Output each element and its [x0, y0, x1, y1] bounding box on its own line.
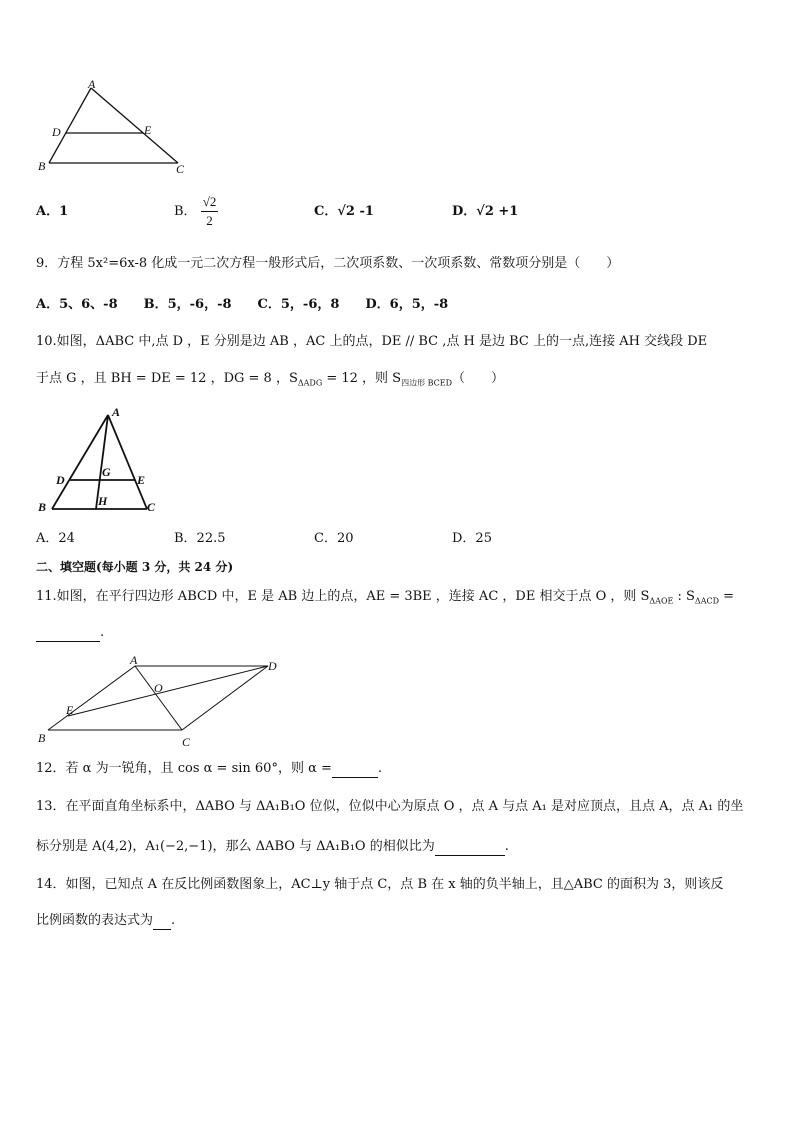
q8-option-c[interactable]: C．√2 -1	[314, 204, 374, 219]
q13-answer-blank[interactable]	[435, 842, 505, 856]
q11-sub-aoe: ΔAOE	[649, 596, 674, 606]
q11-colon: : S	[673, 589, 695, 604]
label-b: B	[38, 731, 46, 745]
q14-line2	[36, 912, 175, 930]
q10-stem-line2	[36, 370, 504, 393]
label-a: A	[112, 405, 121, 419]
q12-stem-text: 12．若 α 为一锐角，且 cos α = sin 60°，则 α =	[36, 761, 332, 776]
label-h: H	[98, 494, 108, 508]
label-b: B	[38, 500, 47, 514]
q11-stem	[36, 588, 734, 611]
q10-sub-adg: ΔADG	[297, 378, 323, 388]
q14-end: .	[171, 913, 176, 928]
q10-stem-end: （ ）	[452, 371, 505, 386]
q8-option-b[interactable]	[174, 193, 218, 230]
q11-stem-text: 11.如图，在平行四边形 ABCD 中，E 是 AB 边上的点，AE = 3BE ，连接 AC ，DE 相交于点 O ，则 S	[36, 589, 650, 604]
label-a: A	[88, 77, 96, 91]
label-b: B	[38, 159, 46, 173]
label-g: G	[102, 465, 111, 479]
parallelogram-figure-q11	[30, 652, 290, 752]
label-c: C	[176, 162, 185, 176]
q12-stem	[36, 760, 382, 778]
fraction-denominator: 2	[206, 213, 213, 228]
q11-end: .	[100, 625, 105, 640]
q8-option-b-fraction	[201, 193, 219, 230]
label-c: C	[182, 735, 191, 749]
label-a: A	[130, 653, 138, 667]
q8-option-d[interactable]: D．√2 +1	[452, 204, 519, 219]
q8-option-b-prefix: B．	[174, 204, 197, 219]
q10-stem-mid: = 12 ，则 S	[322, 371, 402, 386]
q11-answer-line	[36, 624, 104, 642]
q9-stem: 9．方程 5x²=6x-8 化成一元二次方程一般形式后，二次项系数、一次项系数、常数项分别是（ ）	[36, 256, 620, 271]
triangle-figure-q10	[30, 402, 170, 514]
label-d: D	[268, 659, 277, 673]
q11-eq: =	[719, 589, 735, 604]
q13-end: .	[504, 839, 509, 854]
triangle-figure-q8	[30, 76, 200, 180]
q10-sub-bced: 四边形 BCED	[401, 378, 453, 388]
q12-answer-blank[interactable]	[332, 764, 378, 778]
section-title: 二、填空题(每小题 3 分，共 24 分)	[36, 560, 234, 574]
label-d: D	[56, 473, 65, 487]
label-d: D	[52, 125, 61, 139]
q10-stem-text: 于点 G ，且 BH = DE = 12 ，DG = 8 ，S	[36, 371, 298, 386]
q9-options[interactable]: A．5、6、-8 B．5，-6，-8 C．5，-6，8 D．6，5，-8	[36, 297, 449, 312]
label-e: E	[144, 123, 152, 137]
label-e: E	[66, 703, 74, 717]
label-o: O	[154, 681, 163, 695]
label-c: C	[147, 500, 156, 514]
q11-sub-acd: ΔACD	[694, 596, 720, 606]
q8-option-a[interactable]: A．1	[36, 204, 69, 219]
q14-line1: 14．如图，已知点 A 在反比例函数图象上，AC⊥y 轴于点 C，点 B 在 x 轴的负半轴上，且△ABC 的面积为 3，则该反	[36, 877, 724, 892]
q13-line2-text: 标分别是 A(4,2)，A₁(−2,−1)，那么 ΔABO 与 ΔA₁B₁O 的相似比为	[36, 839, 435, 854]
q14-answer-blank[interactable]	[153, 916, 171, 930]
q13-line1: 13．在平面直角坐标系中，ΔABO 与 ΔA₁B₁O 位似，位似中心为原点 O ，点 A 与点 A₁ 是对应顶点，且点 A，点 A₁ 的坐	[36, 799, 744, 814]
q14-line2-text: 比例函数的表达式为	[36, 913, 154, 928]
q13-line2	[36, 838, 509, 856]
fraction-numerator: √2	[201, 193, 219, 212]
label-e: E	[137, 473, 146, 487]
q10-option-a[interactable]: A．24	[36, 531, 75, 546]
q10-option-c[interactable]: C．20	[314, 531, 354, 546]
q10-option-b[interactable]: B．22.5	[174, 531, 226, 546]
q10-stem-line1: 10.如图，ΔABC 中,点 D ，E 分别是边 AB ，AC 上的点，DE // BC ,点 H 是边 BC 上的一点,连接 AH 交线段 DE	[36, 334, 708, 349]
q12-end: .	[377, 761, 383, 776]
q10-option-d[interactable]: D．25	[452, 531, 492, 546]
q11-answer-blank[interactable]	[36, 628, 100, 642]
